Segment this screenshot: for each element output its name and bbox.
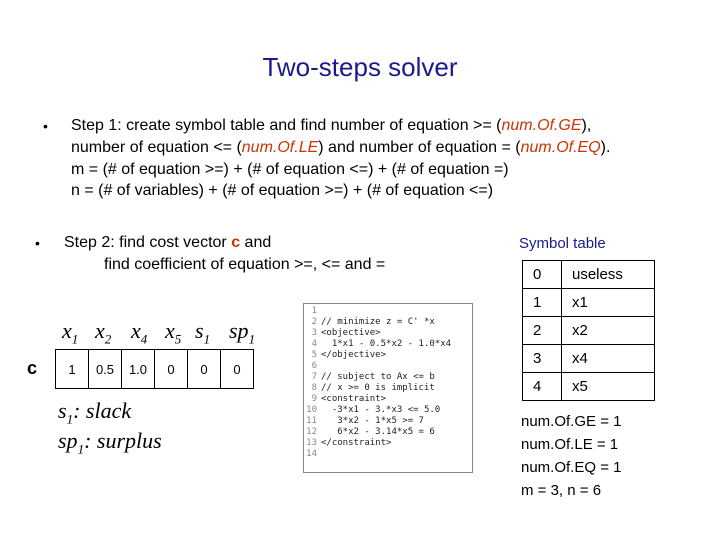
cost-cell: 0 (188, 350, 221, 389)
code-line (321, 361, 451, 372)
step1-text: ), (581, 117, 592, 134)
equation-counts (521, 410, 621, 502)
symbol-index: 4 (523, 373, 562, 401)
count-le: num.Of.LE = 1 (521, 436, 619, 453)
line-number: 12 (306, 427, 317, 437)
code-line: 3*x2 - 1*x5 >= 7 (321, 416, 424, 426)
cost-vector-symbol: c (231, 234, 241, 251)
count-eq: num.Of.EQ = 1 (521, 459, 622, 476)
table-row (523, 317, 655, 345)
var-header-x1: $x_1$ (62, 318, 79, 347)
symbol-index: 0 (523, 261, 562, 289)
step2-line-2: find coefficient of equation >=, <= and = (104, 256, 386, 273)
symbol-index: 3 (523, 345, 562, 373)
line-number: 6 (311, 361, 317, 371)
line-number: 5 (311, 350, 317, 360)
code-line: <objective> (321, 328, 381, 338)
symbol-index: 1 (523, 289, 562, 317)
num-of-ge-term: num.Of.GE (501, 117, 582, 134)
step1-text: ) and number of equation = ( (318, 139, 521, 156)
code-line (321, 449, 451, 460)
symbol-table-title: Symbol table (519, 235, 606, 252)
var-header-x2: $x_2$ (95, 318, 112, 347)
cost-cell: 0 (221, 350, 254, 389)
code-line: 1*x1 - 0.5*x2 - 1.0*x4 (321, 339, 452, 349)
step1-text: Step 1: create symbol table and find number of equation >= ( (71, 117, 502, 134)
line-number: 7 (311, 372, 317, 382)
code-line: // x >= 0 is implicit (321, 383, 435, 393)
symbol-name: x5 (562, 373, 655, 401)
surplus-note: $sp_1$: surplus (58, 428, 162, 457)
code-line: // minimize z = C' *x (321, 317, 435, 327)
slide-title: Two-steps solver (262, 52, 458, 82)
bullet-step2: • (35, 235, 40, 251)
line-number: 14 (306, 449, 317, 459)
code-line: </objective> (321, 350, 387, 360)
line-number: 2 (311, 317, 317, 327)
code-line: // subject to Ax <= b (321, 372, 435, 382)
cost-cell: 1 (56, 350, 89, 389)
step1-text: number of equation <= ( (71, 139, 242, 156)
table-row (523, 345, 655, 373)
cost-cell: 0 (155, 350, 188, 389)
line-number: 1 (311, 306, 317, 316)
var-header-x4: $x_4$ (131, 318, 148, 347)
line-number: 9 (311, 394, 317, 404)
code-line: <constraint> (321, 394, 387, 404)
code-line: 6*x2 - 3.14*x5 = 6 (321, 427, 435, 437)
line-number: 13 (306, 438, 317, 448)
table-row (523, 373, 655, 401)
num-of-eq-term: num.Of.EQ (520, 139, 601, 156)
slack-note: $s_1$: slack (58, 398, 132, 427)
cost-vector-table (55, 349, 254, 389)
code-line: -3*x1 - 3.*x3 <= 5.0 (321, 405, 441, 415)
code-listing (303, 303, 473, 473)
symbol-name: x2 (562, 317, 655, 345)
var-header-s1: $s_1$ (195, 318, 211, 347)
table-row (523, 261, 655, 289)
code-line: </constraint> (321, 438, 392, 448)
line-number: 3 (311, 328, 317, 338)
code-line (321, 306, 451, 317)
step1-text: ). (600, 139, 611, 156)
symbol-index: 2 (523, 317, 562, 345)
table-row (56, 350, 254, 389)
step1-line-2 (71, 139, 610, 157)
count-ge: num.Of.GE = 1 (521, 413, 622, 430)
line-number: 11 (306, 416, 317, 426)
step1-line-3: m = (# of equation >=) + (# of equation <=) + (# of equation =) (71, 161, 509, 178)
var-header-x5: $x_5$ (165, 318, 182, 347)
step1-line-4: n = (# of variables) + (# of equation >=) + (# of equation <=) (71, 182, 494, 199)
cost-cell: 0.5 (89, 350, 122, 389)
symbol-name: useless (562, 261, 655, 289)
step2-text: and (240, 234, 272, 251)
m-n-values: m = 3, n = 6 (521, 482, 602, 499)
cost-vector-label: c (27, 358, 38, 378)
symbol-table (522, 260, 655, 401)
step2-text: Step 2: find cost vector (64, 234, 232, 251)
bullet-step1: • (43, 118, 48, 134)
line-number: 4 (311, 339, 317, 349)
line-number: 8 (311, 383, 317, 393)
var-header-sp1: $sp_1$ (229, 318, 256, 347)
line-number: 10 (306, 405, 317, 415)
step2-line-1 (64, 234, 271, 252)
table-row (523, 289, 655, 317)
code-lines (321, 306, 451, 460)
symbol-name: x1 (562, 289, 655, 317)
step1-line-1 (71, 117, 591, 135)
line-numbers (304, 306, 317, 460)
symbol-name: x4 (562, 345, 655, 373)
num-of-le-term: num.Of.LE (241, 139, 319, 156)
cost-cell: 1.0 (122, 350, 155, 389)
